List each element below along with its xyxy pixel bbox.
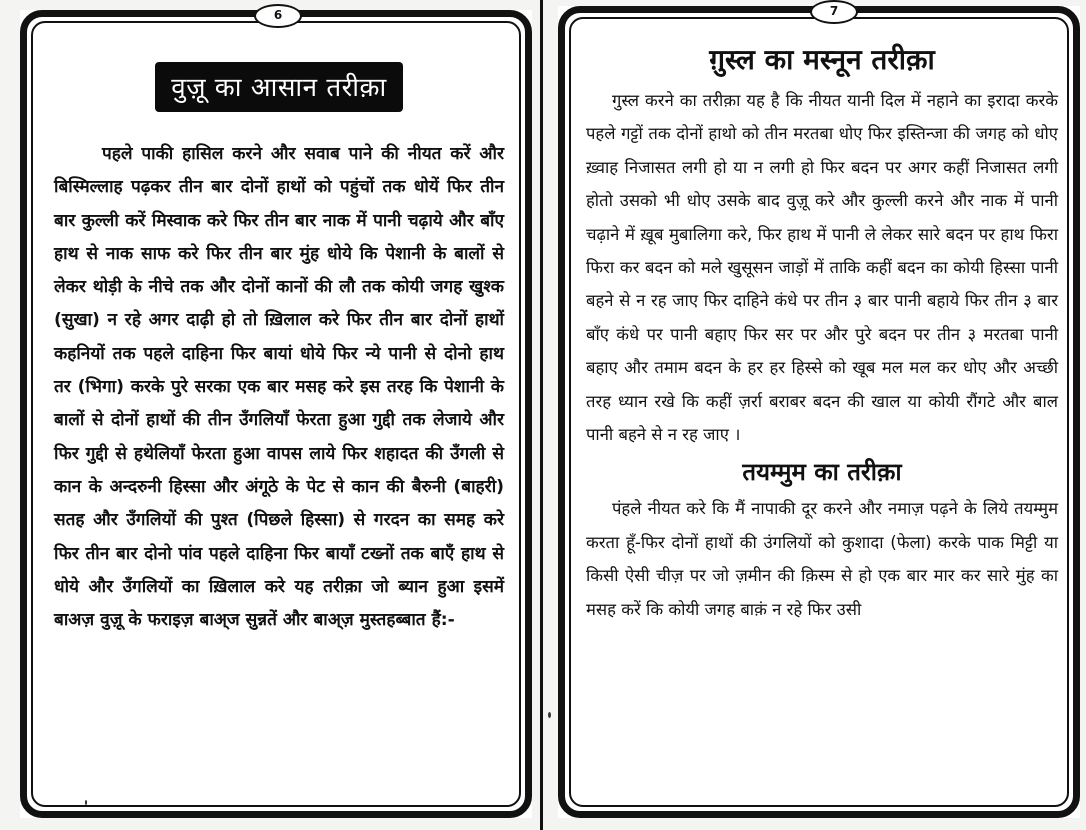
right-page-number: 7 — [810, 0, 858, 24]
left-page-content — [20, 10, 532, 818]
left-page — [20, 10, 532, 818]
left-page-number: 6 — [254, 4, 302, 28]
book-gutter — [540, 0, 543, 830]
left-page-body: पहले पाकी हासिल करने और सवाब पाने की नीयत करें और बिस्मिल्लाह पढ़कर तीन बार दोनों हाथों को पहुंचों तक धोयें फिर तीन बार कुल्ली करें मिस्वाक करे फिर तीन बार नाक में पानी चढ़ाये और बाँए हाथ से नाक साफ करे फिर तीन बार मुंह धोये कि पेशानी के बालों से लेकर थोड़ी के नीचे तक और दोनों कानों की लौ तक कोयी जगह खुश्क (सुखा) न रहे अगर दाढ़ी हो तो ख़िलाल करे फिर तीन बार दोनों हाथों कहनियों तक पहले दाहिना फिर बायां धोये फिर न्ये पानी से दोनो हाथ तर (भिगा) करके पुरे सरका एक बार मसह करे इस तरह कि पेशानी के बालों से दोनों हाथों की तीन उँगलियाँ फेरता हुआ गुद्दी तक लेजाये और फिर गुद्दी से हथेलियाँ फेरता हुआ वापस लाये फिर शहादत की उँगली से कान के अन्दरुनी हिस्सा और अंगूठे के पेट से कान की बैरुनी (बाहरी) सतह और उँगलियों की पुश्त (पिछले हिस्सा) से गरदन का समह करे फिर तीन बार दोनो पांव पहले दाहिना फिर बायाँ टख्नों तक बाएँ हाथ से धोये और उँगलियों का ख़िलाल करे यह तरीक़ा जो ब्यान हुआ इसमें बाअज़ वुज़ू के फराइज़ बाअ्ज सुन्नतें और बाअ्ज़ मुस्तहब्बात हैं:- — [54, 144, 504, 631]
right-page-title: ग़ुस्ल का मस्नून तरीक़ा — [709, 43, 935, 76]
right-page-content — [558, 6, 1080, 818]
right-page-subtitle: तयम्मुम का तरीक़ा — [742, 458, 902, 487]
right-page — [558, 6, 1080, 818]
right-page-body: गुस्ल करने का तरीक़ा यह है कि नीयत यानी दिल में नहाने का इरादा करके पहले गट्टों तक दोनों हाथो को तीन मरतबा धोए फिर इस्तिन्जा की जगह को धोए ख़्वाह निजासत लगी हो या न लगी हो फिर बदन पर अगर कहीं निजासत लगी होतो उसको भी धोए उसके बाद वुज़ू करे और कुल्ली करने और नाक में पानी चढ़ाने में ख़ूब मुबालिगा करे, फिर हाथ में पानी ले लेकर सारे बदन पर हाथ फिरा फिरा कर बदन को मले खुसूसन जाड़ों में ताकि कहीं बदन का कोयी हिस्सा पानी बहने से न रह जाए फिर दाहिने कंधे पर तीन ३ बार पानी बहाये फिर तीन ३ बार बाँए कंधे पर पानी बहाए फिर सर पर और पुरे बदन पर तीन ३ मरतबा पानी बहाए और तमाम बदन के हर हर हिस्से को खूब मल मल कर धोए और अच्छी तरह ध्यान रखे कि कहीं ज़र्रा बराबर बदन की खाल या कोयी रौंगटे और बाल पानी बहने से न रह जाए । — [586, 91, 1058, 445]
right-page-body-2: पंहले नीयत करे कि मैं नापाकी दूर करने और नमाज़ पढ़ने के लिये तयम्मुम करता हूँ-फिर दोनों हाथों की उंगलियों को कुशादा (फेला) करके पाक मिट्टी या किसी ऐसी चीज़ पर जो ज़मीन की क़िस्म से हो एक बार मार कर सारे मुंह का मसह करें कि कोयी जगह बाक़ं न रहे फिर उसी — [586, 499, 1058, 619]
print-speck — [548, 712, 551, 718]
left-page-title: वुज़ू का आसान तरीक़ा — [155, 62, 402, 112]
